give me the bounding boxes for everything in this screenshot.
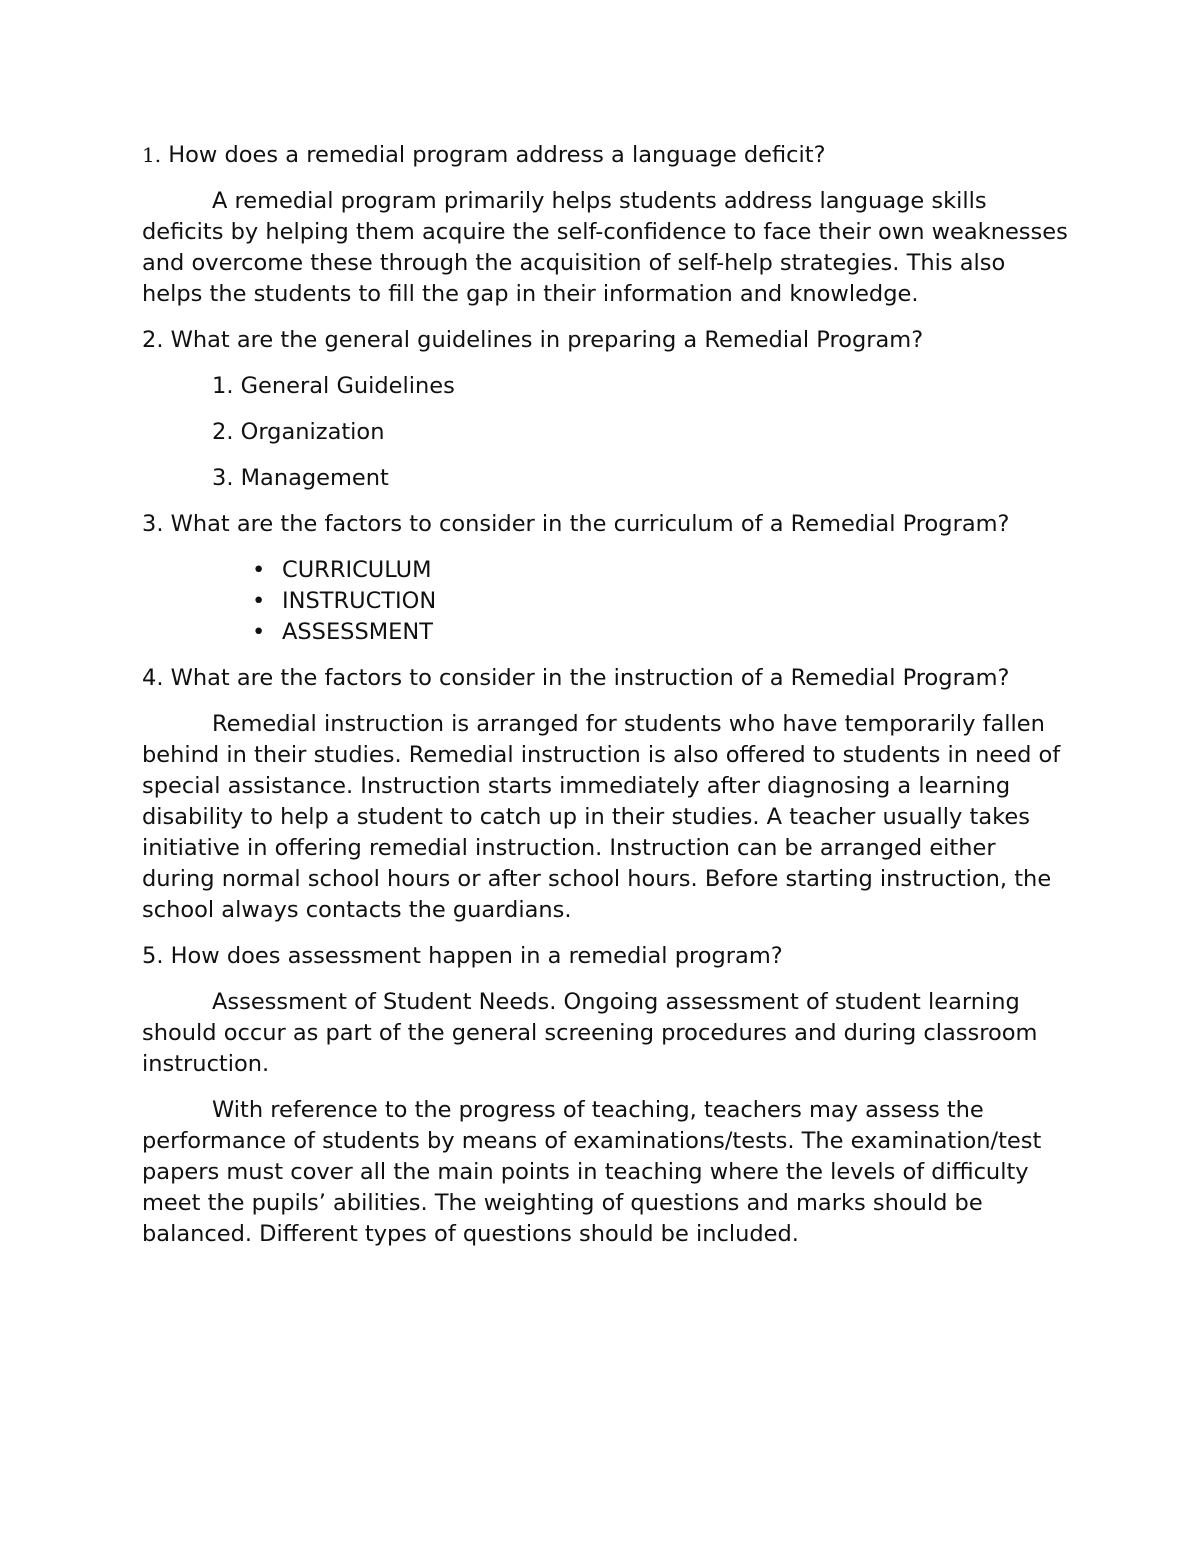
list-item-text: ASSESSMENT [282,619,433,645]
document-page [142,140,1072,1265]
list-item: 2. Organization [212,419,385,445]
question-5: 5. How does assessment happen in a remedial program? [142,943,783,969]
bullet-icon: • [252,619,266,645]
list-item [142,586,1072,617]
factors-bullet-list [142,555,1072,648]
question-1-text: How does a remedial program address a language deficit? [168,142,826,168]
list-item-text: INSTRUCTION [282,588,437,614]
list-item: 1. General Guidelines [212,373,455,399]
question-2: 2. What are the general guidelines in preparing a Remedial Program? [142,327,924,353]
question-3: 3. What are the factors to consider in the curriculum of a Remedial Program? [142,511,1010,537]
question-1-number: 1. [142,143,162,167]
list-item: 3. Management [212,465,389,491]
list-item-text: CURRICULUM [282,557,432,583]
question-1 [142,140,1072,171]
answer-5-paragraph-2: With reference to the progress of teaching, teachers may assess the performance of students by means of examinations/tests. The examination/test papers must cover all the main points in teaching where the levels of difficulty meet the pupils’ abilities. The weighting of questions and marks should be balanced. Different types of questions should be included. [142,1097,1042,1247]
bullet-icon: • [252,557,266,583]
answer-1: A remedial program primarily helps students address language skills deficits by helping them acquire the self-confidence to face their own weaknesses and overcome these through the acquisition of self-help strategies. This also helps the students to fill the gap in their information and knowledge. [142,188,1068,307]
answer-4: Remedial instruction is arranged for students who have temporarily fallen behind in their studies. Remedial instruction is also offered to students in need of special assistance. Instruction starts immediately after diagnosing a learning disability to help a student to catch up in their studies. A teacher usually takes initiative in offering remedial instruction. Instruction can be arranged either during normal school hours or after school hours. Before starting instruction, the school always contacts the guardians. [142,711,1061,923]
list-item [142,555,1072,586]
question-4: 4. What are the factors to consider in the instruction of a Remedial Program? [142,665,1010,691]
list-item [142,617,1072,648]
guidelines-list [142,371,1072,494]
answer-5-paragraph-1: Assessment of Student Needs. Ongoing assessment of student learning should occur as part of the general screening procedures and during classroom instruction. [142,989,1038,1077]
bullet-icon: • [252,588,266,614]
